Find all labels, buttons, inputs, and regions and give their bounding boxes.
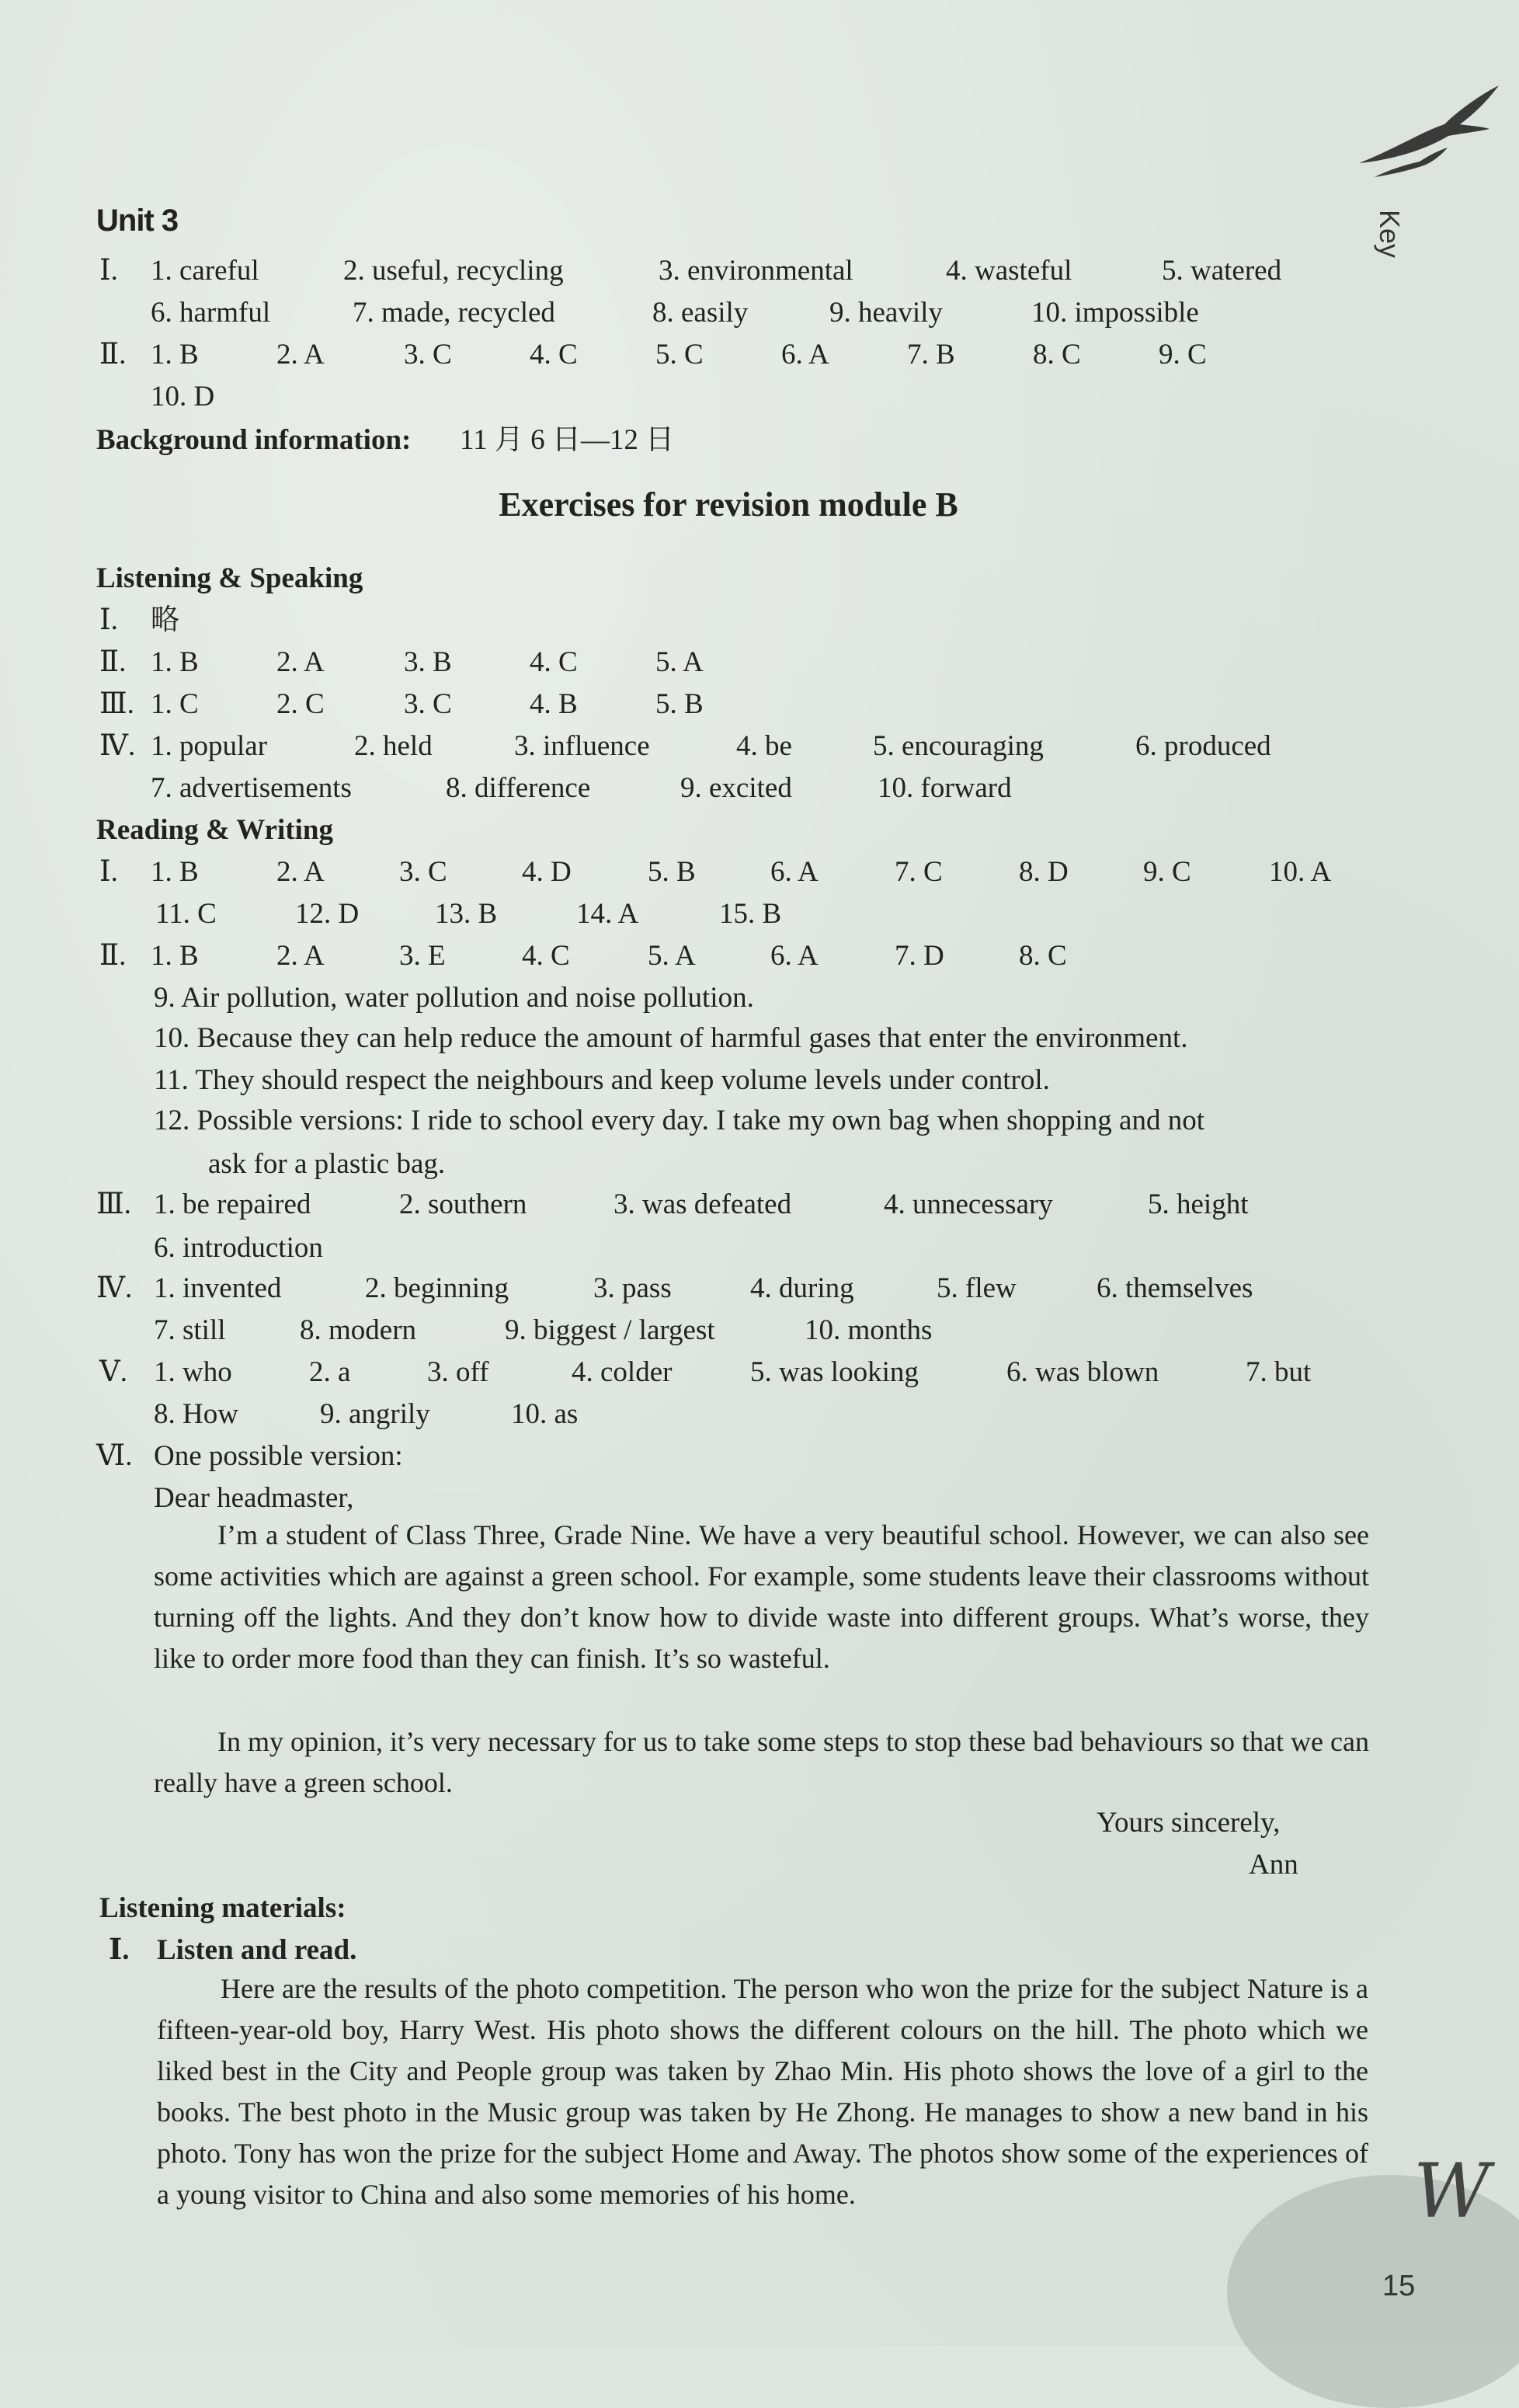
roman-numeral: Ⅳ.	[96, 1272, 133, 1304]
answer: 6. A	[770, 940, 819, 972]
roman-numeral: Ⅱ.	[99, 940, 127, 972]
answer: 9. angrily	[320, 1398, 430, 1430]
answer: 8. D	[1019, 856, 1069, 888]
version-label: One possible version:	[154, 1440, 403, 1472]
answer-sentence: 9. Air pollution, water pollution and noise pollution.	[154, 982, 754, 1014]
answer: 5. B	[648, 856, 696, 888]
answer: 2. A	[276, 940, 325, 972]
answer: 3. influence	[514, 730, 650, 762]
rw-row-2	[0, 893, 1519, 935]
answer: 9. biggest / largest	[505, 1314, 715, 1346]
rw-q12a	[0, 1100, 1519, 1142]
rw-row-7	[0, 1310, 1519, 1352]
answer: 4. C	[522, 940, 570, 972]
answer: 6. produced	[1135, 730, 1271, 762]
letter-signature: Ann	[1249, 1849, 1298, 1881]
answer: 3. pass	[593, 1272, 672, 1304]
unit3-row-4	[0, 376, 1519, 418]
answer: 4. colder	[572, 1356, 673, 1388]
unit3-row-3	[0, 334, 1519, 376]
answer: 5. was looking	[750, 1356, 919, 1388]
answer: 2. a	[309, 1356, 351, 1388]
answer: 3. B	[404, 646, 452, 678]
background-value: 11 月 6 日—12 日	[460, 424, 675, 456]
answer: 10. A	[1269, 856, 1332, 888]
answer-sentence: 11. They should respect the neighbours and keep volume levels under control.	[154, 1064, 1050, 1096]
answer: 2. A	[276, 339, 325, 371]
answer: 7. advertisements	[151, 772, 352, 804]
rw-row-1	[0, 851, 1519, 893]
answer: 9. heavily	[829, 297, 943, 329]
unit-title: Unit 3	[96, 204, 179, 238]
birds-icon	[1351, 78, 1507, 186]
answer: 4. wasteful	[946, 255, 1072, 287]
answer: 3. C	[404, 688, 452, 720]
answer: 14. A	[576, 898, 639, 930]
answer: 10. impossible	[1031, 297, 1199, 329]
answer: 6. harmful	[151, 297, 271, 329]
answer: 8. C	[1019, 940, 1067, 972]
answer: 4. C	[530, 339, 578, 371]
roman-numeral: Ⅱ.	[99, 646, 127, 678]
answer: 12. D	[295, 898, 360, 930]
answer: 2. A	[276, 646, 325, 678]
answer: 5. A	[648, 940, 696, 972]
roman-numeral: Ⅰ.	[99, 255, 118, 287]
answer: 2. useful, recycling	[343, 255, 564, 287]
letter-greeting-row	[0, 1477, 1519, 1519]
answer: 4. unnecessary	[884, 1188, 1053, 1220]
answer: 8. difference	[446, 772, 591, 804]
roman-numeral: Ⅵ.	[96, 1440, 133, 1472]
letter-closing: Yours sincerely,	[1097, 1807, 1281, 1839]
revision-title: Exercises for revision module B	[499, 485, 958, 524]
answer: 1. popular	[151, 730, 268, 762]
answer: 1. B	[151, 856, 199, 888]
listening-materials-heading: Listening materials:	[99, 1892, 346, 1924]
answer: 10. as	[511, 1398, 579, 1430]
answer-sentence: 10. Because they can help reduce the amount of harmful gases that enter the environment.	[154, 1022, 1188, 1054]
rw-row-6	[0, 1268, 1519, 1310]
answer: 5. A	[655, 646, 704, 678]
rw-q12b	[0, 1143, 1519, 1185]
answer: 5. encouraging	[873, 730, 1044, 762]
answer: 3. C	[404, 339, 452, 371]
unit3-row-1	[0, 250, 1519, 292]
answer: 1. C	[151, 688, 199, 720]
answer: 8. How	[154, 1398, 238, 1430]
answer: 5. flew	[937, 1272, 1017, 1304]
answer: 11. C	[155, 898, 217, 930]
background-info	[0, 419, 1519, 461]
answer: 2. beginning	[365, 1272, 509, 1304]
letter-body-1	[154, 1515, 1369, 1679]
answer: 1. B	[151, 940, 199, 972]
answer: 4. C	[530, 646, 578, 678]
answer: 7. C	[895, 856, 943, 888]
answer: 6. themselves	[1097, 1272, 1253, 1304]
answer: 3. E	[399, 940, 446, 972]
reading-writing-heading: Reading & Writing	[96, 814, 333, 846]
roman-numeral: Ⅰ.	[99, 604, 118, 636]
listen-and-read-heading: Listen and read.	[157, 1934, 357, 1966]
answer: 5. watered	[1162, 255, 1282, 287]
answer: 7. made, recycled	[353, 297, 555, 329]
answer: 8. C	[1033, 339, 1081, 371]
answer: 10. D	[151, 381, 215, 412]
rw-row-5	[0, 1227, 1519, 1269]
answer: 1. who	[154, 1356, 232, 1388]
answer: 3. C	[399, 856, 447, 888]
rw-q9	[0, 977, 1519, 1019]
letter-paragraph: I’m a student of Class Three, Grade Nine. We have a very beautiful school. However, we can also see some activities which are against a green school. For example, some students leave their classrooms without turning off the lights. And they don’t know how to divide waste into different groups. What’s worse, they like to order more food than they can finish. It’s so wasteful.	[154, 1519, 1369, 1674]
roman-numeral: Ⅴ.	[99, 1356, 127, 1388]
answer: 5. B	[655, 688, 704, 720]
answer: 5. height	[1148, 1188, 1249, 1220]
answer-sentence: 12. Possible versions: I ride to school every day. I take my own bag when shopping and not	[154, 1105, 1205, 1136]
answer: 13. B	[435, 898, 498, 930]
answer: 1. B	[151, 646, 199, 678]
answer: 1. invented	[154, 1272, 282, 1304]
ls-row-1	[0, 600, 1519, 642]
answer: 7. but	[1246, 1356, 1312, 1388]
listening-passage	[157, 1968, 1368, 2215]
answer: 7. B	[907, 339, 955, 371]
listening-sub-row	[0, 1930, 1519, 1971]
roman-numeral: Ⅲ.	[99, 688, 134, 720]
letter-signature-row	[0, 1844, 1519, 1886]
page-number: 15	[1382, 2270, 1416, 2302]
answer: 2. A	[276, 856, 325, 888]
answer: 4. B	[530, 688, 578, 720]
answer: 9. C	[1143, 856, 1191, 888]
answer: 6. A	[781, 339, 829, 371]
letter-paragraph: In my opinion, it’s very necessary for us to take some steps to stop these bad behaviours so that we can really have a green school.	[154, 1726, 1369, 1798]
answer: 3. was defeated	[614, 1188, 792, 1220]
bird-large	[1359, 85, 1499, 163]
answer: 15. B	[719, 898, 782, 930]
answer: 4. be	[736, 730, 792, 762]
answer: 6. A	[770, 856, 819, 888]
answer: 6. was blown	[1006, 1356, 1159, 1388]
roman-numeral: Ⅳ.	[99, 730, 136, 762]
answer: 1. B	[151, 339, 199, 371]
rw-row-3	[0, 935, 1519, 977]
rw-heading-row	[0, 809, 1519, 851]
answer: 7. D	[895, 940, 944, 972]
passage-text: Here are the results of the photo competition. The person who won the prize for the subject Nature is a fifteen-year-old boy, Harry West. His photo shows the different colours on the hill. The photo which we liked best in the City and People group was taken by Zhao Min. His photo shows the love of a girl to the books. The best photo in the Music group was taken by He Zhong. He manages to show a new band in his photo. Tony has won the prize for the subject Home and Away. The photos show some of the experiences of a young visitor to China and also some memories of his home.	[157, 1973, 1368, 2210]
answer: 9. excited	[680, 772, 792, 804]
rw-q11	[0, 1060, 1519, 1101]
answer: 6. introduction	[154, 1232, 323, 1264]
answer: 3. environmental	[659, 255, 853, 287]
answer: 1. careful	[151, 255, 259, 287]
answer-sentence: ask for a plastic bag.	[208, 1148, 446, 1180]
rw-row-4	[0, 1184, 1519, 1226]
side-key-label: Key	[1374, 210, 1406, 259]
answer: 7. still	[154, 1314, 226, 1346]
answer: 10. forward	[878, 772, 1012, 804]
ls-row-5	[0, 767, 1519, 809]
listening-speaking-heading: Listening & Speaking	[96, 562, 363, 594]
rw-q10	[0, 1018, 1519, 1060]
answer: 10. months	[805, 1314, 933, 1346]
answer: 5. C	[655, 339, 704, 371]
answer: 3. off	[427, 1356, 489, 1388]
roman-numeral: Ⅰ.	[109, 1934, 130, 1966]
answer: 2. C	[276, 688, 325, 720]
answer: 8. easily	[652, 297, 749, 329]
answer: 2. held	[354, 730, 433, 762]
ls-row-2	[0, 642, 1519, 684]
roman-numeral: Ⅰ.	[99, 856, 118, 888]
background-label: Background information:	[96, 424, 412, 456]
answer: 9. C	[1159, 339, 1207, 371]
rw-row-10	[0, 1435, 1519, 1477]
answer: 4. during	[750, 1272, 854, 1304]
answer: 略	[151, 604, 179, 636]
rw-row-9	[0, 1394, 1519, 1435]
answer: 8. modern	[300, 1314, 417, 1346]
w-letter-decoration: W	[1413, 2148, 1490, 2235]
letter-closing-row	[0, 1802, 1519, 1844]
answer: 1. be repaired	[154, 1188, 311, 1220]
ls-row-4	[0, 726, 1519, 767]
rw-row-8	[0, 1352, 1519, 1394]
ls-heading-row	[0, 558, 1519, 600]
roman-numeral: Ⅱ.	[99, 339, 127, 371]
answer: 2. southern	[399, 1188, 527, 1220]
listening-heading-row	[0, 1888, 1519, 1930]
ls-row-3	[0, 684, 1519, 726]
letter-body-2	[154, 1721, 1369, 1804]
roman-numeral: Ⅲ.	[96, 1188, 131, 1220]
unit3-row-2	[0, 292, 1519, 334]
letter-greeting: Dear headmaster,	[154, 1482, 354, 1514]
answer: 4. D	[522, 856, 572, 888]
